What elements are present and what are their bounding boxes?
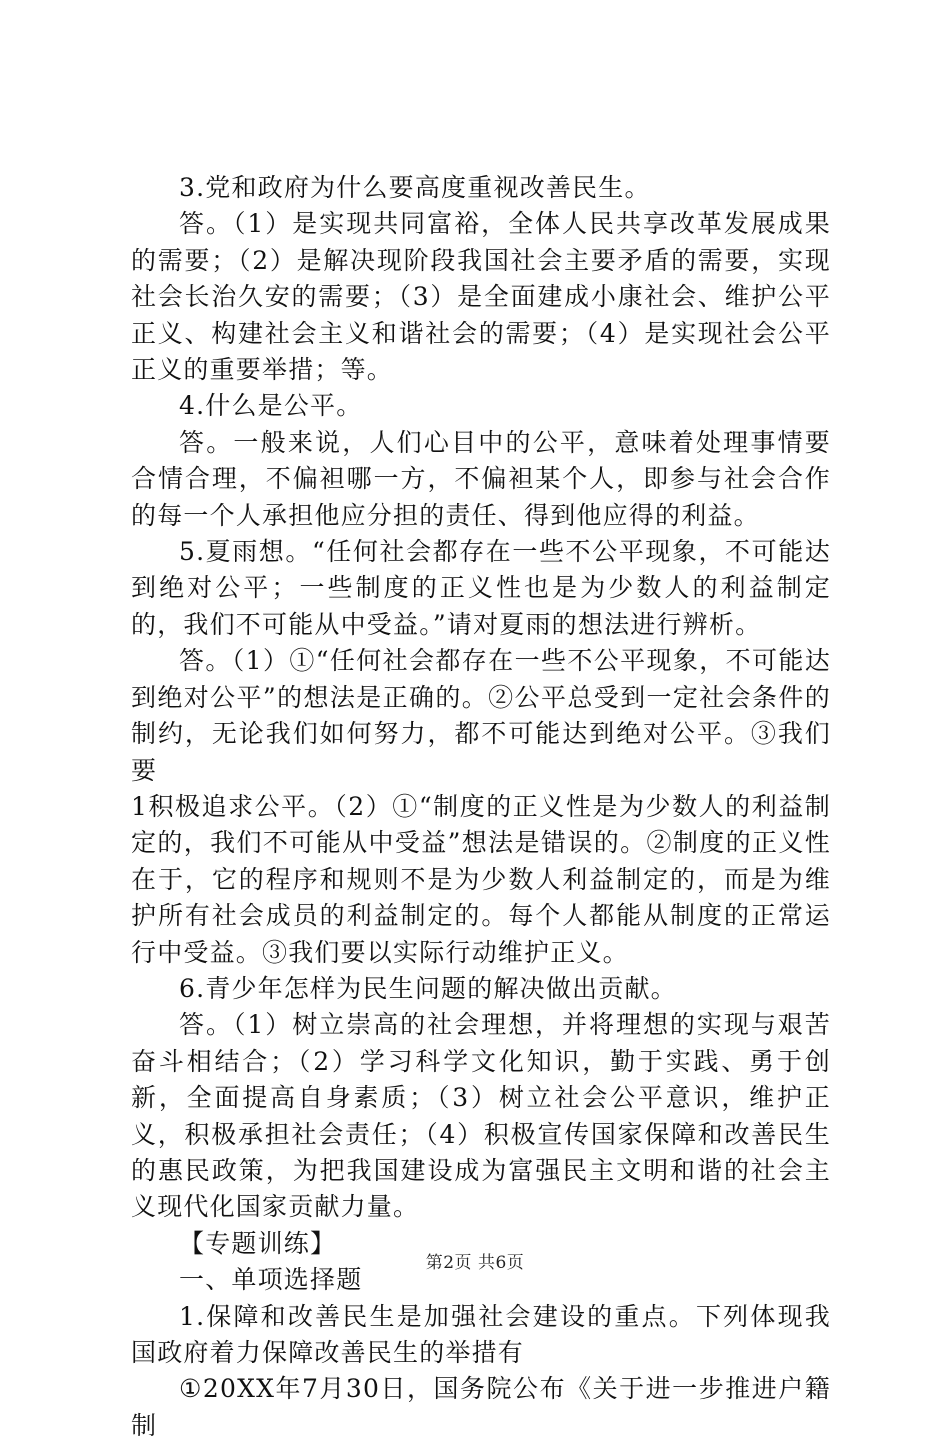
section-heading-training: 【专题训练】	[179, 1228, 337, 1258]
question-6: 6.青少年怎样为民生问题的解决做出贡献。	[179, 973, 677, 1003]
answer-4: 答。一般来说，人们心目中的公平，意味着处理事情要合情合理，不偏袒哪一方，不偏袒某个人，即参与社会合作的每一个人承担他应分担的责任、得到他应得的利益。	[131, 427, 831, 530]
answer-5-part-1: 答。（1）①“任何社会都存在一些不公平现象，不可能达到绝对公平”的想法是正确的。②公平总受到一定社会条件的制约，无论我们如何努力，都不可能达到绝对公平。③我们要	[131, 646, 831, 785]
choice-question-1: 1.保障和改善民生是加强社会建设的重点。下列体现我国政府着力保障改善民生的举措有	[131, 1301, 831, 1367]
answer-6: 答。（1）树立崇高的社会理想，并将理想的实现与艰苦奋斗相结合；（2）学习科学文化知识，勤于实践、勇于创新，全面提高自身素质；（3）树立社会公平意识，维护正义，积极承担社会责任；（4）积极宣传国家保障和改善民生的惠民政策，为把我国建设成为富强民主文明和谐的社会主义现代化国家贡献力量。	[131, 1010, 831, 1222]
choice-option-1: ①20XX年7月30日，国务院公布《关于进一步推进户籍制	[131, 1374, 831, 1440]
page-number-footer: 第2页 共6页	[425, 1253, 525, 1273]
answer-5-part-2: 1积极追求公平。（2）①“制度的正义性是为少数人的利益制定的，我们不可能从中受益”想法是错误的。②制度的正义性在于，它的程序和规则不是为少数人利益制定的，而是为维护所有社会成员的利益制定的。每个人都能从制度的正常运行中受益。③我们要以实际行动维护正义。	[131, 791, 831, 967]
question-4: 4.什么是公平。	[179, 391, 363, 421]
question-3: 3.党和政府为什么要高度重视改善民生。	[179, 173, 651, 202]
answer-3: 答。（1）是实现共同富裕，全体人民共享改革发展成果的需要；（2）是解决现阶段我国社会主要矛盾的需要，实现社会长治久安的需要；（3）是全面建成小康社会、维护公平正义、构建社会主义和谐社会的需要；（4）是实现社会公平正义的重要举措；等。	[131, 209, 831, 385]
question-5: 5.夏雨想。“任何社会都存在一些不公平现象，不可能达到绝对公平；一些制度的正义性也是为少数人的利益制定的，我们不可能从中受益。”请对夏雨的想法进行辨析。	[131, 537, 831, 639]
subheading-single-choice: 一、单项选择题	[179, 1265, 363, 1295]
